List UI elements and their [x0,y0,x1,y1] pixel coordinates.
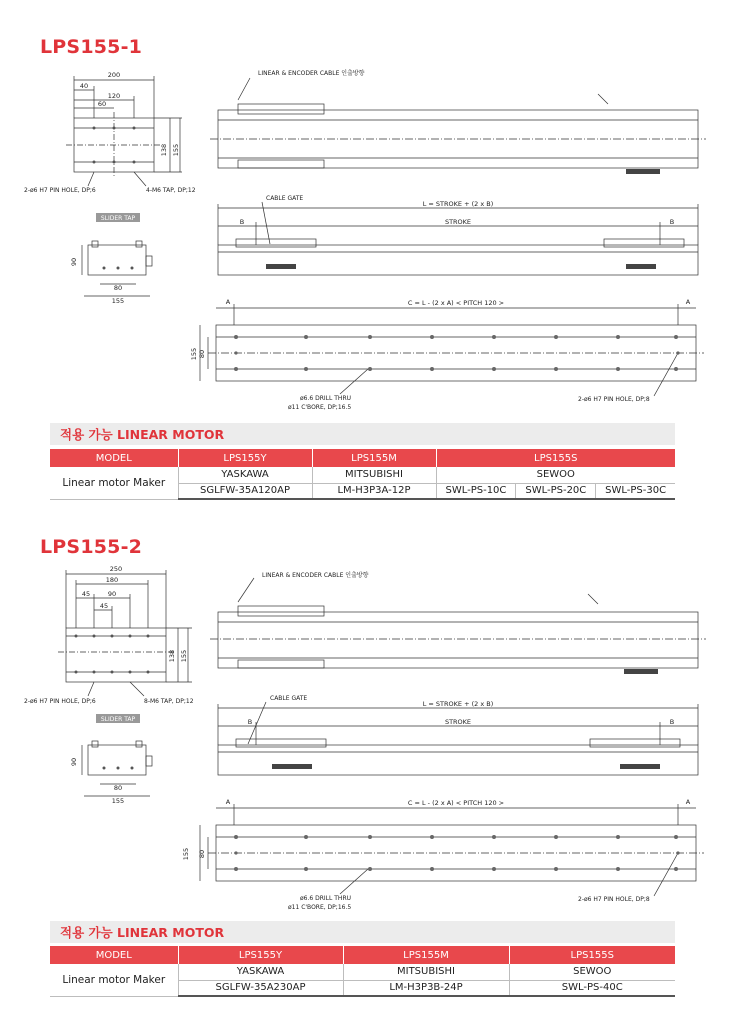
cbore-note: ø11 C'BORE, DP;16.5 [288,404,352,411]
part-sewoo-1: SWL-PS-10C [436,483,516,499]
slider-tap-label-2: SLIDER TAP [100,716,136,723]
stroke-formula: L = STROKE + (2 x B) [422,200,494,208]
stroke-formula-2: L = STROKE + (2 x B) [422,700,494,708]
part-mitsubishi-2: LM-H3P3B-24P [343,980,509,996]
part-sewoo-2: SWL-PS-20C [516,483,596,499]
base-pin-note-2: 2-ø6 H7 PIN HOLE, DP;8 [578,896,650,903]
dim-120: 120 [107,92,121,100]
tap-note: 4-M6 TAP, DP;12 [146,187,196,194]
base-dim-80: 80 [198,349,206,359]
b-label-right-2: B [669,718,675,726]
slider-dim-80-2: 80 [113,784,123,792]
b-label-left-2: B [247,718,253,726]
b-label-right: B [669,218,675,226]
dim-45-a: 45 [81,590,91,598]
stroke-label-2: STROKE [444,718,472,726]
maker-yaskawa-2: YASKAWA [178,964,343,980]
col-lps155s-2: LPS155S [509,946,675,964]
maker-mitsubishi-2: MITSUBISHI [343,964,509,980]
section-title-lps155-1: LPS155-1 [40,36,143,58]
dim-45-b: 45 [99,602,109,610]
cbore-note-2: ø11 C'BORE, DP;16.5 [288,904,352,911]
dim-40: 40 [79,82,89,90]
dim-138: 138 [160,143,168,157]
a-label-left: A [225,298,231,306]
dim-60: 60 [97,100,107,108]
motor-header-label: 적용 가능 LINEAR MOTOR [60,427,225,442]
part-sewoo-3: SWL-PS-30C [596,483,675,499]
motor-header-label-2: 적용 가능 LINEAR MOTOR [60,925,225,940]
base-dim-155: 155 [190,347,198,361]
slider-tap-label: SLIDER TAP [100,215,136,222]
dim-155: 155 [172,143,180,157]
part-mitsubishi: LM-H3P3A-12P [312,483,436,499]
dim-155-2: 155 [180,649,188,663]
a-label-right-2: A [685,798,691,806]
pitch-formula-2: C = L - (2 x A) < PITCH 120 > [407,799,505,807]
dim-90: 90 [107,590,117,598]
slider-dim-155: 155 [111,297,125,305]
col-lps155y: LPS155Y [178,449,312,467]
base-dim-155-2: 155 [182,847,190,861]
cable-gate-note: CABLE GATE [266,195,304,202]
maker-sewoo-2: SEWOO [509,964,675,980]
dim-138-2: 138 [168,649,176,663]
dim-250: 250 [109,565,123,573]
a-label-right: A [685,298,691,306]
slider-dim-80: 80 [113,284,123,292]
col-lps155y-2: LPS155Y [178,946,343,964]
maker-yaskawa: YASKAWA [178,467,312,483]
cable-gate-note-2: CABLE GATE [270,695,308,702]
row-label-maker: Linear motor Maker [50,467,178,499]
motor-table-1 [50,449,675,500]
col-model: MODEL [50,449,178,467]
pitch-formula: C = L - (2 x A) < PITCH 120 > [407,299,505,307]
rail-side-view [218,245,698,275]
slider-dim-90: 90 [70,257,78,267]
slider-dim-155-2: 155 [111,797,125,805]
motor-table-2 [50,946,675,997]
col-lps155m: LPS155M [312,449,436,467]
dim-180: 180 [105,576,119,584]
col-lps155m-2: LPS155M [343,946,509,964]
drill-note: ø6.6 DRILL THRU [300,395,352,402]
b-label-left: B [239,218,245,226]
maker-sewoo: SEWOO [436,467,675,483]
drill-note-2: ø6.6 DRILL THRU [300,895,352,902]
section-title-lps155-2: LPS155-2 [40,536,143,558]
col-model-2: MODEL [50,946,178,964]
base-pin-note: 2-ø6 H7 PIN HOLE, DP;8 [578,396,650,403]
motor-header-1 [50,423,675,445]
motor-header-2 [50,921,675,943]
part-sewoo-2: SWL-PS-40C [509,980,675,996]
tap-note-2: 8-M6 TAP, DP;12 [144,698,194,705]
base-dim-80-2: 80 [198,849,206,859]
cable-direction-note-2: LINEAR & ENCODER CABLE 인출방향 [262,572,369,579]
cable-direction-note: LINEAR & ENCODER CABLE 인출방향 [258,70,365,77]
pin-hole-note: 2-ø6 H7 PIN HOLE, DP;6 [24,187,96,194]
maker-mitsubishi: MITSUBISHI [312,467,436,483]
row-label-maker-2: Linear motor Maker [50,964,178,996]
col-lps155s: LPS155S [436,449,675,467]
dim-200: 200 [107,71,121,79]
stroke-label: STROKE [444,218,472,226]
part-yaskawa-2: SGLFW-35A230AP [178,980,343,996]
pin-hole-note-2: 2-ø6 H7 PIN HOLE, DP;6 [24,698,96,705]
a-label-left-2: A [225,798,231,806]
slider-dim-90-2: 90 [70,757,78,767]
part-yaskawa: SGLFW-35A120AP [178,483,312,499]
